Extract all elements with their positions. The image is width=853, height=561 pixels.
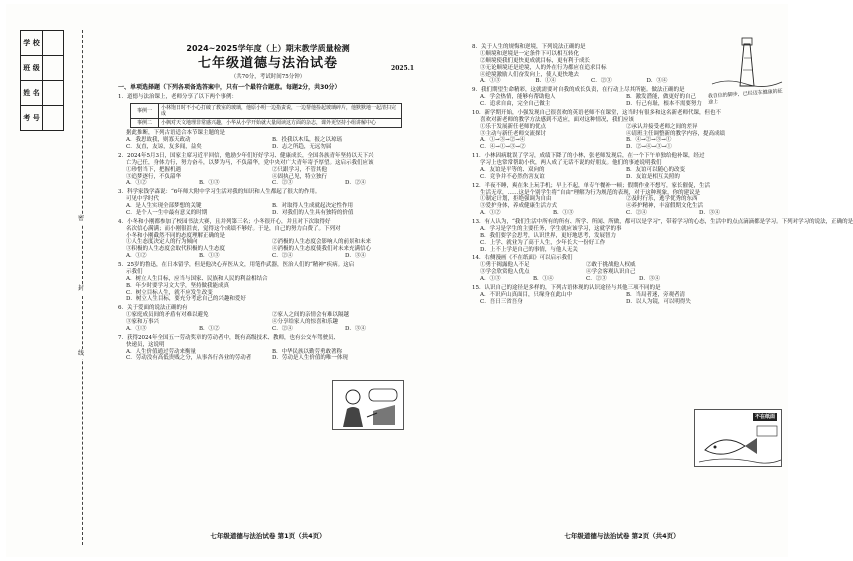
option[interactable]: C．上学、就业为了高于人生，少年长大一份好工作 bbox=[480, 239, 606, 246]
question-10: 10．新学期开始，小强发现自己很喜欢的英语老师不在课堂，这当时有很多和这名新老师代课，但也不 bbox=[472, 109, 722, 116]
option[interactable]: D．②④ bbox=[345, 180, 366, 187]
statement: ①制定计划，拒绝强调为自由 bbox=[480, 196, 552, 203]
case-label: 事例一 bbox=[131, 103, 159, 119]
statement: ③积极的人生态度会取代积极的人生态度 bbox=[126, 246, 226, 253]
option[interactable]: A．学习是学生的主要任务，学生就应该学习，这就学的事 bbox=[480, 225, 622, 232]
option[interactable]: B．中华民族以勤劳勇敢著称 bbox=[272, 348, 343, 355]
student-info-box bbox=[20, 30, 64, 131]
exam-title: 七年级道德与法治试卷 bbox=[197, 56, 338, 71]
case-table bbox=[130, 103, 402, 129]
seal-char: 线 bbox=[78, 350, 85, 357]
option[interactable]: B．激发潜能，做更好的自己 bbox=[626, 94, 697, 101]
school-field[interactable] bbox=[43, 31, 64, 56]
option[interactable]: C．竞争并不必然伤害友谊 bbox=[480, 173, 545, 180]
statement: ①人生态度决定人的行为倾向 bbox=[126, 239, 198, 246]
question-11: 11．小林因病耽误了学习，成绩下降了的小林，张老师发现后，在一个下午单独给他补课，经过 bbox=[472, 153, 705, 160]
question-9: 9．我们期望生命精彩，这就需要对自我的成长负责，在行动上尽其所能。做法正确的是 bbox=[472, 87, 685, 94]
question-3: 3．科学家钱学森说：“6年师大附中学习生活对我的知识和人生都起了很大的作用。 bbox=[118, 189, 321, 196]
option[interactable]: A．①→③→②→④ bbox=[480, 137, 526, 144]
statement: ④逆境激励人们奋发向上，使人更快地去 bbox=[480, 71, 580, 78]
statement: ②家人之间的亲情会有难以隔越 bbox=[272, 312, 350, 319]
option[interactable]: C．劳动没有高低贵贱之分，从事各行各业的劳动者 bbox=[126, 355, 252, 362]
statement: ④固执己见，特立独行 bbox=[272, 173, 328, 180]
exam-number-field[interactable] bbox=[43, 106, 64, 131]
option[interactable]: A．友谊是平等的、双向的 bbox=[480, 166, 545, 173]
question-7: 7．获得2024年全国五一劳动奖章的劳动者中，既有高级技术、教师，也有公交车驾驶员、 bbox=[118, 334, 339, 341]
statement: ④养护精神，丰富假期文化生活 bbox=[626, 203, 704, 210]
option[interactable]: B．①③ bbox=[199, 180, 220, 187]
exam-term: 2024~2025学年度（上）期末教学质量检测 bbox=[186, 44, 350, 53]
statement: ③主动与新任老师交流探讨 bbox=[480, 130, 547, 137]
statement: ③爱护身体，养成健康生活方式 bbox=[480, 203, 558, 210]
info-label: 姓 名 bbox=[21, 81, 43, 106]
question-text: 可见中学时代 bbox=[126, 196, 160, 203]
option[interactable]: D．③④ bbox=[699, 210, 720, 217]
option[interactable]: D．对我们的人生具有独特的价值 bbox=[272, 209, 354, 216]
option[interactable]: C．②④ bbox=[272, 253, 293, 260]
option[interactable]: A．①② bbox=[126, 180, 147, 187]
option[interactable]: C．②③ bbox=[586, 276, 607, 282]
option[interactable]: C．②③ bbox=[272, 180, 293, 187]
option[interactable]: B．当局者迷，旁观者清 bbox=[626, 291, 686, 298]
question-text: 快递员，这说明 bbox=[126, 341, 165, 348]
exam-note: （共70分，考试时间75分钟） bbox=[230, 74, 306, 81]
statement: ④消极的人生态度使我们对未来充满信心 bbox=[272, 246, 372, 253]
question-text: 喜欢对新老师的教学方法感到不适应，面对这种情况，我们应该 bbox=[480, 116, 635, 123]
question-5: 5．25岁的鲁迅，在日本留学，但是他决心弃医从文，用笔作武器，医治人们的“精神”疾病。这启 bbox=[118, 262, 355, 268]
option[interactable]: D．友谊是相互关照的 bbox=[626, 173, 680, 180]
option[interactable]: C．是个人一生中最有意义的时期 bbox=[126, 209, 208, 216]
statement: ④学会客观认识自己 bbox=[586, 269, 636, 276]
option[interactable]: D．劳动是人生价值的唯一体现 bbox=[272, 355, 348, 362]
page-footer: 七年级道德与法治试卷 第2页（共4页） bbox=[564, 532, 680, 540]
question-1: 1．道德与法治课上，老师分享了以下两个事例： bbox=[118, 93, 238, 100]
option[interactable]: C．友直，友谅，友多闻，益矣 bbox=[126, 144, 202, 150]
illustration-image bbox=[332, 380, 404, 430]
option[interactable]: D．③④ bbox=[639, 276, 660, 282]
statement: ②消极的人生态度会影响人的前景和未来 bbox=[272, 239, 372, 246]
seal-char: 密 bbox=[78, 215, 85, 222]
option[interactable]: C．④→①→③→② bbox=[480, 144, 526, 151]
option[interactable]: C．吾日三省吾身 bbox=[480, 298, 523, 305]
statement: ④请班主任调整新的教学内容，提高成绩 bbox=[626, 130, 726, 137]
class-field[interactable] bbox=[43, 56, 64, 81]
statement: ③家和万事兴 bbox=[126, 319, 160, 325]
cartoon-image bbox=[694, 409, 782, 467]
option[interactable]: A．①③ bbox=[480, 78, 501, 85]
option[interactable]: C．②④ bbox=[626, 210, 647, 217]
option[interactable]: B．①③ bbox=[553, 210, 574, 217]
option[interactable]: C．②③ bbox=[591, 78, 612, 85]
option[interactable]: A．①③ bbox=[480, 276, 501, 282]
option[interactable]: D．③④ bbox=[345, 253, 366, 260]
option[interactable]: B．①③ bbox=[199, 253, 220, 260]
option[interactable]: D．③④ bbox=[646, 78, 668, 85]
statement: ④分享给家人的惊喜和乐趣 bbox=[272, 319, 339, 325]
option[interactable]: D．树立人生目标，要充分考虑自己的兴趣和爱好 bbox=[126, 296, 246, 303]
statement: ②只跟学习，不管其他 bbox=[272, 166, 328, 173]
option[interactable]: B．年少时要学习文大学，坚持做我能成真 bbox=[126, 282, 230, 289]
question-13: 13．有人认为，“我们生活中所有的所有、所学、所闻、所做，都可以是学习”，带着学习的心态，生活中的点点滴滴都是学习。下列对学习的说法，正确的是 bbox=[472, 219, 853, 225]
statement: ③无论顺境还是逆境，人的外在行为都应在追求目标 bbox=[480, 64, 607, 71]
cartoon-caption: 我自信的脚步，已经迈在健康的征途上 bbox=[707, 88, 783, 106]
question-6: 6．关于爱面的说法正确的有 bbox=[118, 305, 188, 312]
option[interactable]: B．我们要学会思考，认识世界，更好地思考，发展智力 bbox=[480, 232, 617, 239]
question-14: 14．右侧漫画《不在纸面》可以启示我们 bbox=[472, 255, 573, 262]
option[interactable]: B．①④ bbox=[535, 78, 557, 85]
statement: ③追梦逐行，不负韶华 bbox=[126, 173, 182, 180]
case-text: 小枫对天文地理非常感兴趣，小华从小学开始就大量阅读这方面的杂志，课外更坚持小组讲解中心 bbox=[159, 119, 402, 128]
info-label: 考 号 bbox=[21, 106, 43, 131]
section-heading: 一、单项选择题（下列各项备选答案中，只有一个最符合题意。每题2分，共30分） bbox=[118, 84, 341, 92]
exam-date: 2025.1 bbox=[391, 65, 414, 72]
option[interactable]: A．树立人生目标，应当与国家、民族和人民的利益相结合 bbox=[126, 275, 268, 282]
question-text: 小冬和小刚截然不同的态度理解正确的是 bbox=[126, 232, 226, 239]
statement: ②敢于挑战他人权威 bbox=[586, 262, 636, 269]
option[interactable]: D．③④ bbox=[345, 325, 366, 332]
option[interactable]: A．学会热情，能够有帮助他人 bbox=[480, 94, 556, 101]
option[interactable]: A．是人生实现全部梦想的关键 bbox=[126, 203, 202, 209]
lighthouse-icon bbox=[708, 34, 784, 88]
option[interactable]: A．①③ bbox=[126, 325, 147, 332]
question-8: 8．关于人生的规悔和逆境，下列说法正确的是 bbox=[472, 44, 586, 50]
case-text: 小林饱日时不小心打破了教室的玻璃，他原小明一边指责说，一边帮他捡起玻璃碎片，他默默地一起清扫完成 bbox=[159, 103, 402, 119]
statement: ①乐于发展新任老师的优点 bbox=[480, 123, 547, 130]
option[interactable]: C．②④ bbox=[272, 325, 293, 332]
option[interactable]: D．以人为镜，可以明得失 bbox=[626, 298, 691, 305]
option[interactable]: B．①④ bbox=[533, 276, 554, 282]
statement: ①顺境和逆境是一定条件下可以相互转化 bbox=[480, 50, 580, 57]
question-15: 15．认识自己的途径是多样的，下列古语体现的认识途径与其他三项不同的是 bbox=[472, 284, 661, 291]
statement: ②及时行乐，逃学优秀的东西 bbox=[626, 196, 698, 203]
info-label: 学 校 bbox=[21, 31, 43, 56]
statement: ②顺境使我们更快更成就目标，更有利于成长 bbox=[480, 57, 591, 64]
option[interactable]: C．追求自由，完全自己做主 bbox=[480, 101, 551, 107]
question-text: 生活无章，……这是个别学生将“自由”理解为行为规范的表现，对于这种现象，你的建议是 bbox=[480, 189, 701, 196]
statement: ③学会欣赏他人优点 bbox=[480, 269, 530, 276]
option[interactable]: B．对取得人生成就起决定性作用 bbox=[272, 203, 354, 209]
case-label: 事例二 bbox=[131, 119, 159, 128]
question-text: 示我们 bbox=[126, 268, 143, 275]
seal-char: 封 bbox=[78, 285, 85, 292]
option[interactable]: B．①② bbox=[199, 325, 220, 332]
exam-sheet bbox=[6, 4, 853, 557]
option[interactable]: C．树立目标人生，就不应发生改变 bbox=[126, 289, 213, 296]
lighthouse-illustration bbox=[708, 34, 784, 110]
option[interactable]: D．②→④→③→① bbox=[626, 144, 672, 151]
figure-illustration bbox=[333, 381, 405, 431]
name-field[interactable] bbox=[43, 81, 64, 106]
question-text: 学习上也常常帮助小伙，两人成了无话不说的好朋友。他们的事迹说明我们 bbox=[480, 160, 662, 166]
question-text: 亡为己任，身体力行，努力奋斗，以梦为马，不负韶华，党中央对广大青年寄予厚望。这启示我们应该 bbox=[126, 159, 374, 166]
option[interactable]: A．①② bbox=[126, 253, 147, 260]
option[interactable]: B．④→②→③→① bbox=[626, 137, 672, 144]
question-4: 4．小冬和小刚都参加了校园书法大赛，且并列第三名；小冬很开心，并且对下次取得好 bbox=[118, 218, 331, 225]
option[interactable]: D．志之所趋，无远勿届 bbox=[272, 144, 332, 150]
statement: ①家庭成员间的矛盾有对难以避免 bbox=[126, 312, 209, 319]
page-footer: 七年级道德与法治试卷 第1页（共4页） bbox=[210, 532, 326, 540]
question-text: 名次信心满满；而小刚很沮丧，觉得这个成绩不够好。于是，自己的努力白费了。下列对 bbox=[126, 225, 341, 232]
question-2: 2．2024年5月3日，国家主席习近平回信，勉励少年们好好学习、健康成长，全国各族青年坚持以天下兴 bbox=[118, 152, 374, 159]
statement: ①珍惜当下，把握机遇 bbox=[126, 166, 182, 173]
option[interactable]: B．投我以木瓜，报之以琼瑶 bbox=[272, 137, 343, 144]
question-text: 据此推断，下列古语适合本节课主题的是 bbox=[126, 130, 226, 137]
page-1 bbox=[118, 44, 418, 362]
question-12: 12．半夜不睡，爽在朱上玩手机；早上不起，单专午餐补一顿；假期作业不想写，家长催促，生活 bbox=[472, 182, 711, 189]
option[interactable]: D．上不上学是自己的事情，与他人无关 bbox=[480, 246, 578, 253]
option[interactable]: B．友谊可以随心的改变 bbox=[626, 166, 686, 173]
info-label: 班 级 bbox=[21, 56, 43, 81]
statement: ①勇于揭露他人不足 bbox=[480, 262, 530, 269]
option[interactable]: A．不识庐山真面目，只缘身在此山中 bbox=[480, 291, 572, 298]
option[interactable]: D．行己有耻，根本不需要努力 bbox=[626, 101, 702, 107]
option[interactable]: A．①② bbox=[480, 210, 501, 217]
option[interactable]: A．我思故我，则寡天政动 bbox=[126, 137, 191, 144]
statement: ②承认并接受老师之间的差异 bbox=[626, 123, 698, 130]
option[interactable]: A．人生价值通过劳动来衡量 bbox=[126, 348, 196, 355]
cartoon-title: 不在纸面 bbox=[754, 414, 775, 420]
